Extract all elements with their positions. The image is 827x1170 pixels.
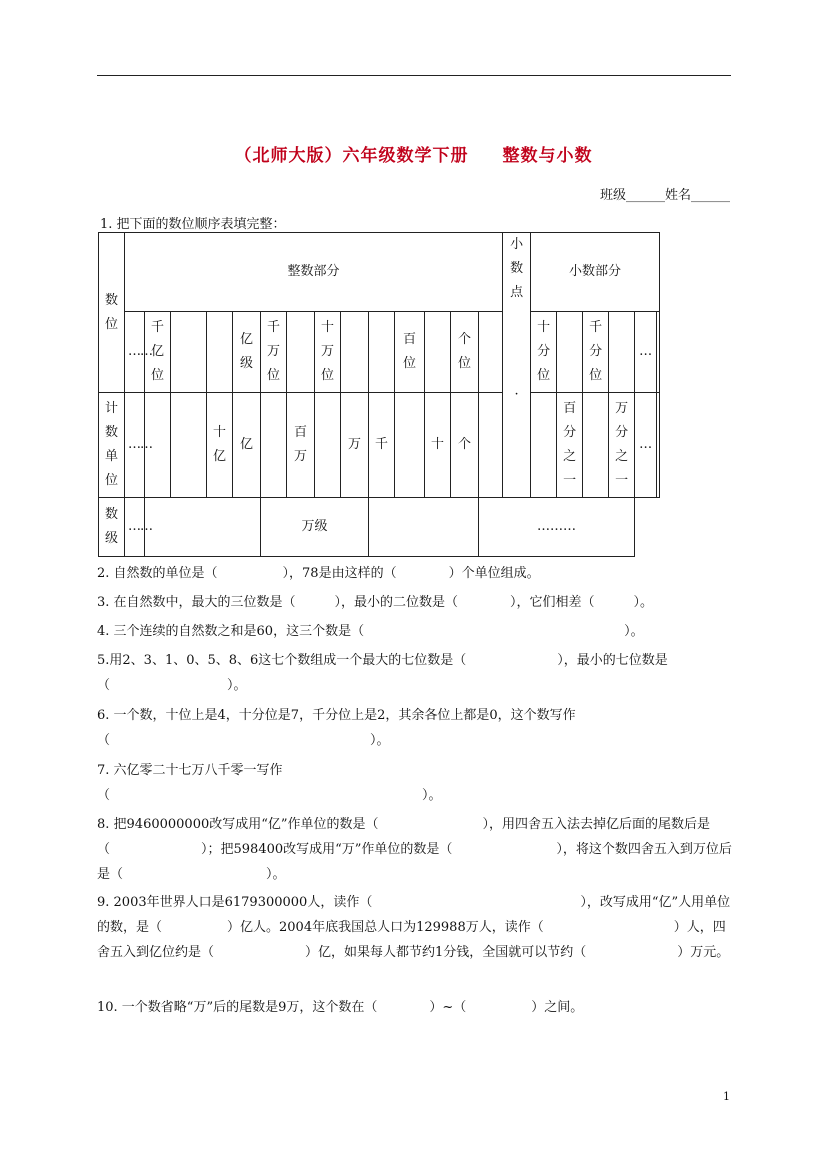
unit-cell: 千 bbox=[369, 393, 395, 498]
question-6: 6. 一个数，十位上是4，十分位是7，千分位上是2，其余各位上都是0，这个数写作（ ）。 bbox=[97, 708, 576, 748]
unit-cell: …… bbox=[125, 393, 145, 498]
unit-cell: 万分之一 bbox=[609, 393, 635, 498]
decimal-point-header: 小数点 · bbox=[503, 233, 531, 498]
page-title bbox=[0, 141, 827, 166]
class-name-field: 班级______姓名______ bbox=[599, 188, 730, 203]
question-7: 7. 六亿零二十七万八千零一写作（ ）。 bbox=[97, 763, 442, 803]
place-cell: 十分位 bbox=[531, 312, 557, 393]
place-value-table bbox=[98, 232, 660, 557]
unit-cell bbox=[171, 393, 207, 498]
place-cell: 个位 bbox=[451, 312, 479, 393]
page-title-topic: 整数与小数 bbox=[502, 146, 593, 166]
unit-cell: 个 bbox=[451, 393, 479, 498]
place-cell: 千万位 bbox=[261, 312, 287, 393]
unit-cell: 十 bbox=[425, 393, 451, 498]
question-3: 3. 在自然数中，最大的三位数是（ ），最小的二位数是（ ），它们相差（ ）。 bbox=[97, 595, 654, 610]
place-cell bbox=[207, 312, 233, 393]
place-cell: …… bbox=[125, 312, 145, 393]
place-cell: 亿级 bbox=[233, 312, 261, 393]
place-cell bbox=[557, 312, 583, 393]
class-dots-cell: …… bbox=[125, 498, 145, 557]
place-cell bbox=[425, 312, 451, 393]
unit-cell bbox=[395, 393, 425, 498]
question-2: 2. 自然数的单位是（ ），78是由这样的（ ）个单位组成。 bbox=[97, 566, 540, 581]
unit-cell: 亿 bbox=[233, 393, 261, 498]
unit-cell: 百分之一 bbox=[557, 393, 583, 498]
page-number: 1 bbox=[723, 1090, 730, 1103]
question-1-text: 1. 把下面的数位顺序表填完整： bbox=[100, 217, 286, 232]
unit-cell: … bbox=[635, 393, 657, 498]
decimal-part-header: 小数部分 bbox=[531, 233, 660, 312]
integer-part-header: 整数部分 bbox=[125, 233, 503, 312]
row-label-unit: 计数单位 bbox=[99, 393, 125, 498]
row-label-place: 数位 bbox=[99, 233, 125, 393]
unit-cell bbox=[479, 393, 503, 498]
place-cell bbox=[287, 312, 315, 393]
unit-cell bbox=[531, 393, 557, 498]
question-8: 8. 把9460000000改写成用“亿”作单位的数是（ ），用四舍五入法去掉亿后面的尾数后是（ ）；把598400改写成用“万”作单位的数是（ ），将这个数四舍五入到万位后是（ ）。 bbox=[97, 817, 732, 882]
decimal-point-symbol: · bbox=[514, 387, 519, 402]
question-9: 9. 2003年世界人口是6179300000人，读作（ ），改写成用“亿”人用单位的数，是（ ）亿人。2004年底我国总人口为129988万人，读作（ ）人，四舍五入到亿位约是（ ）亿，如果每人都节约1分钱，全国就可以节约（ ）万元。 bbox=[97, 895, 731, 960]
place-cell bbox=[609, 312, 635, 393]
page-title-main: （北师大版）六年级数学下册 bbox=[234, 146, 469, 166]
place-cell: 千分位 bbox=[583, 312, 609, 393]
place-cell: 十万位 bbox=[315, 312, 341, 393]
unit-cell: 十亿 bbox=[207, 393, 233, 498]
unit-cell bbox=[261, 393, 287, 498]
place-cell bbox=[479, 312, 503, 393]
place-cell: 百位 bbox=[395, 312, 425, 393]
place-cell bbox=[341, 312, 369, 393]
header-rule bbox=[97, 75, 731, 76]
question-4: 4. 三个连续的自然数之和是60，这三个数是（ ）。 bbox=[97, 624, 644, 639]
unit-cell: 万 bbox=[341, 393, 369, 498]
row-label-class: 数级 bbox=[99, 498, 125, 557]
question-10: 10. 一个数省略“万”后的尾数是9万，这个数在（ ）~（ ）之间。 bbox=[97, 1000, 584, 1015]
unit-cell bbox=[657, 393, 660, 498]
place-cell bbox=[369, 312, 395, 393]
class-wan-cell: 万级 bbox=[261, 498, 369, 557]
place-cell: … bbox=[635, 312, 657, 393]
unit-cell bbox=[583, 393, 609, 498]
unit-cell bbox=[315, 393, 341, 498]
place-cell bbox=[657, 312, 660, 393]
class-cell-blank bbox=[369, 498, 479, 557]
question-5: 5.用2、3、1、0、5、8、6这七个数组成一个最大的七位数是（ ），最小的七位数是（ ）。 bbox=[97, 653, 668, 693]
unit-cell: 百万 bbox=[287, 393, 315, 498]
place-cell: 千亿位 bbox=[145, 312, 171, 393]
class-cell-blank bbox=[145, 498, 261, 557]
place-cell bbox=[171, 312, 207, 393]
class-decimal-cell: ……… bbox=[479, 498, 635, 557]
